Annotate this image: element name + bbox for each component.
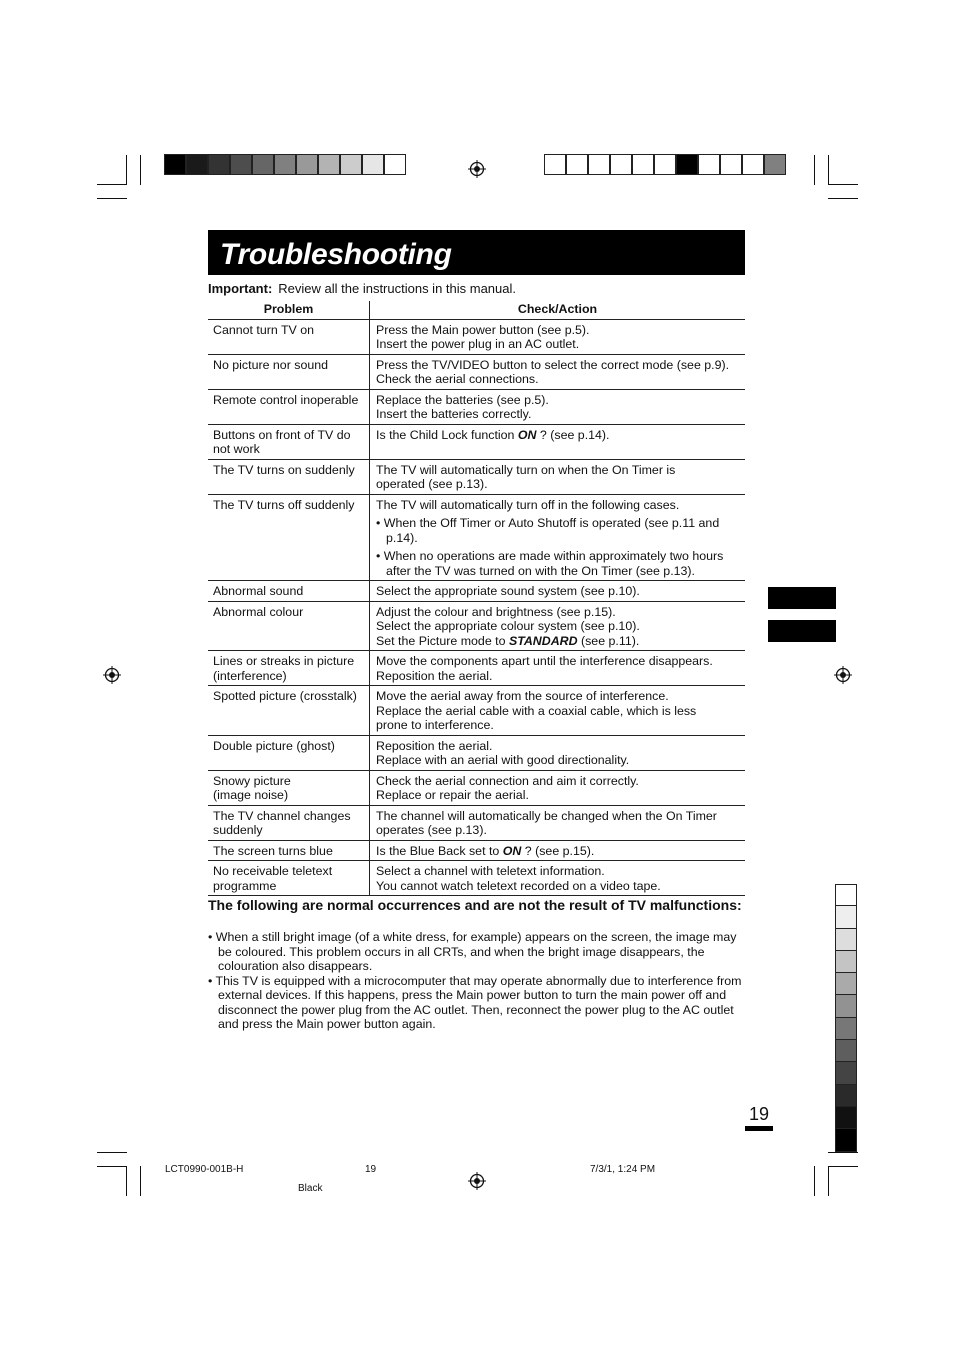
column-header-problem: Problem [208, 301, 370, 319]
color-swatch [186, 154, 208, 175]
table-row [208, 319, 745, 354]
color-swatch [274, 154, 296, 175]
action-text: You cannot watch teletext recorded on a video tape. [376, 878, 661, 893]
table-row [208, 354, 745, 389]
action-text-part: ? (see p.14). [536, 427, 610, 442]
problem-text: Double picture (ghost) [213, 738, 335, 753]
problem-cell [208, 840, 370, 861]
crop-mark [828, 1166, 858, 1167]
table-body [208, 319, 745, 896]
color-swatch [632, 154, 654, 175]
problem-text: Snowy picture [213, 773, 291, 788]
page-title: Troubleshooting [220, 238, 452, 271]
action-text: Select the appropriate sound system (see p.10). [376, 584, 640, 598]
problem-text: programme [213, 878, 277, 893]
table-row [208, 686, 745, 736]
color-bar-left [164, 154, 406, 175]
footer-code: LCT0990-001B-H [165, 1164, 244, 1175]
color-swatch [230, 154, 252, 175]
problem-text: The screen turns blue [213, 843, 333, 858]
action-text: The TV will automatically turn off in the following cases. [376, 497, 680, 512]
problem-text: not work [213, 442, 260, 456]
problem-text: The TV turns on suddenly [213, 462, 355, 477]
table-row [208, 389, 745, 424]
crop-mark [828, 184, 858, 185]
table-row [208, 601, 745, 651]
action-text: Select a channel with teletext information. [376, 864, 605, 878]
color-swatch [566, 154, 588, 175]
gray-swatch [835, 1107, 857, 1129]
action-cell [370, 424, 746, 459]
action-text: prone to interference. [376, 718, 494, 732]
crop-mark [828, 155, 829, 185]
color-swatch [384, 154, 406, 175]
table-row [208, 735, 745, 770]
problem-text: Spotted picture (crosstalk) [213, 689, 357, 703]
column-header-action: Check/Action [370, 301, 746, 319]
crop-mark [126, 1166, 127, 1196]
gray-swatch [835, 995, 857, 1017]
color-swatch [676, 154, 698, 175]
problem-text: Buttons on front of TV do [213, 427, 351, 442]
action-text: Check the aerial connections. [376, 372, 539, 386]
table-row [208, 581, 745, 602]
table-row [208, 424, 745, 459]
problem-cell [208, 389, 370, 424]
problem-cell [208, 459, 370, 494]
crop-mark [97, 1166, 127, 1167]
footer-timestamp: 7/3/1, 1:24 PM [590, 1164, 656, 1175]
table-row [208, 805, 745, 840]
problem-cell [208, 601, 370, 651]
normal-occurrence-item: • This TV is equipped with a microcomputer that may operate abnormally due to interference from external devices. If this happens, press the Main power button to turn the main power off and disconnect the power plug from the AC outlet. Then, reconnect the power plug to the AC outlet and press the Main power button again. [208, 973, 742, 1031]
registration-mark-icon [103, 666, 121, 684]
action-emphasis: STANDARD [508, 633, 578, 648]
problem-text: The TV turns off suddenly [213, 497, 355, 512]
problem-cell [208, 494, 370, 581]
action-emphasis: ON [502, 843, 522, 858]
action-text-part: (see p.11). [577, 633, 640, 648]
action-text [376, 634, 741, 649]
action-text: Move the aerial away from the source of interference. [376, 689, 669, 703]
action-cell [370, 686, 746, 736]
color-swatch [296, 154, 318, 175]
table-header-row [208, 301, 745, 319]
crop-mark [814, 1166, 815, 1196]
color-swatch [544, 154, 566, 175]
color-swatch [742, 154, 764, 175]
problem-text: Lines or streaks in picture [213, 654, 355, 668]
problem-cell [208, 735, 370, 770]
registration-mark-icon [468, 160, 486, 178]
action-text: Press the TV/VIDEO button to select the correct mode (see p.9). [376, 357, 730, 372]
action-text: Replace the batteries (see p.5). [376, 392, 549, 407]
problem-cell [208, 319, 370, 354]
problem-text: The TV channel changes [213, 808, 351, 823]
problem-cell [208, 861, 370, 896]
action-bullet: • When the Off Timer or Auto Shutoff is operated (see p.11 and p.14). [376, 516, 720, 545]
gray-swatch [835, 1129, 857, 1151]
problem-cell [208, 805, 370, 840]
action-text: Replace the aerial cable with a coaxial cable, which is less [376, 703, 697, 718]
color-bar-right [544, 154, 786, 175]
registration-mark-icon [468, 1172, 486, 1190]
gray-swatch [835, 951, 857, 973]
action-cell [370, 840, 746, 861]
action-cell [370, 861, 746, 896]
action-text: Adjust the colour and brightness (see p.15). [376, 604, 616, 619]
action-cell [370, 770, 746, 805]
action-text: Check the aerial connection and aim it correctly. [376, 773, 639, 788]
crop-mark [140, 1166, 141, 1196]
action-emphasis: ON [517, 427, 537, 442]
action-text: Press the Main power button (see p.5). [376, 322, 590, 337]
action-text: operates (see p.13). [376, 823, 487, 837]
language-tab-marker [768, 620, 836, 642]
problem-cell [208, 651, 370, 686]
crop-mark [126, 155, 127, 185]
table-row [208, 840, 745, 861]
action-text: Reposition the aerial. [376, 668, 493, 683]
action-text-part: Set the Picture mode to [376, 633, 509, 648]
gray-swatch [835, 1062, 857, 1084]
problem-cell [208, 581, 370, 602]
color-swatch [588, 154, 610, 175]
color-swatch [654, 154, 676, 175]
color-swatch [720, 154, 742, 175]
problem-text: suddenly [213, 823, 263, 837]
problem-text: Cannot turn TV on [213, 322, 315, 337]
problem-cell [208, 424, 370, 459]
action-cell [370, 601, 746, 651]
action-bullet: • When no operations are made within approximately two hours after the TV was turned on with the On Timer (see p.13). [376, 549, 724, 578]
action-cell [370, 389, 746, 424]
color-swatch [698, 154, 720, 175]
action-text: Replace with an aerial with good directionality. [376, 753, 630, 767]
color-swatch [340, 154, 362, 175]
crop-mark [140, 155, 141, 185]
crop-mark [97, 184, 127, 185]
normal-occurrence-item: • When a still bright image (of a white dress, for example) appears on the screen, the image may be coloured. This problem occurs in all CRTs, and when the bright image disappears, the colouration also disappears. [208, 930, 737, 973]
color-swatch [164, 154, 186, 175]
footer-page: 19 [365, 1164, 377, 1175]
action-cell [370, 805, 746, 840]
action-cell [370, 459, 746, 494]
color-swatch [318, 154, 340, 175]
action-text-part: Is the Blue Back set to [376, 843, 503, 858]
problem-cell [208, 686, 370, 736]
title-band [208, 230, 745, 275]
registration-mark-icon [834, 666, 852, 684]
table-row [208, 459, 745, 494]
normal-occurrences-heading: The following are normal occurrences and are not the result of TV malfunctions: [208, 897, 742, 913]
color-swatch [610, 154, 632, 175]
problem-text: No picture nor sound [213, 357, 329, 372]
crop-mark [814, 155, 815, 185]
action-text: Insert the batteries correctly. [376, 407, 532, 421]
action-text: The TV will automatically turn on when the On Timer is [376, 462, 676, 477]
gray-swatch [835, 1040, 857, 1062]
important-note [208, 281, 516, 296]
action-text [376, 844, 741, 859]
action-text: Select the appropriate colour system (see p.10). [376, 619, 640, 633]
important-label: Important: [208, 281, 273, 296]
language-tab-marker [768, 587, 836, 609]
action-text: Replace or repair the aerial. [376, 788, 529, 802]
table-row [208, 651, 745, 686]
action-text: Reposition the aerial. [376, 738, 493, 753]
action-cell [370, 319, 746, 354]
problem-cell [208, 770, 370, 805]
footer-plate: Black [298, 1183, 323, 1194]
gray-swatch [835, 929, 857, 951]
action-cell [370, 735, 746, 770]
gray-swatch [835, 1018, 857, 1040]
gray-swatch [835, 973, 857, 995]
action-text: operated (see p.13). [376, 477, 488, 491]
troubleshooting-table [208, 301, 745, 896]
crop-mark [828, 1166, 829, 1196]
gray-swatch [835, 884, 857, 906]
action-text: The channel will automatically be changed when the On Timer [376, 808, 717, 823]
problem-text: No receivable teletext [213, 864, 333, 878]
problem-text: Abnormal sound [213, 584, 304, 598]
color-swatch [764, 154, 786, 175]
gray-swatch [835, 1085, 857, 1107]
action-cell [370, 354, 746, 389]
problem-text: (image noise) [213, 788, 289, 802]
gray-scale-strip [835, 884, 857, 1152]
important-text: Review all the instructions in this manual. [278, 281, 517, 296]
crop-mark [97, 1152, 127, 1153]
action-text: Move the components apart until the interference disappears. [376, 654, 713, 668]
crop-mark [828, 198, 858, 199]
action-text: Insert the power plug in an AC outlet. [376, 337, 580, 351]
page-number: 19 [748, 1104, 770, 1124]
crop-mark [97, 198, 127, 199]
action-cell [370, 581, 746, 602]
color-swatch [252, 154, 274, 175]
action-cell [370, 494, 746, 581]
action-text [376, 428, 741, 443]
problem-text: Abnormal colour [213, 604, 304, 619]
problem-cell [208, 354, 370, 389]
table-row [208, 770, 745, 805]
action-text-part: ? (see p.15). [521, 843, 595, 858]
action-text-part: Is the Child Lock function [376, 427, 518, 442]
page-number-bar [745, 1126, 773, 1131]
action-cell [370, 651, 746, 686]
gray-swatch [835, 906, 857, 928]
crop-mark [828, 1152, 858, 1153]
normal-occurrences-list [208, 930, 745, 1032]
color-swatch [362, 154, 384, 175]
table-row [208, 494, 745, 581]
color-swatch [208, 154, 230, 175]
table-row [208, 861, 745, 896]
problem-text: (interference) [213, 668, 287, 683]
problem-text: Remote control inoperable [213, 392, 359, 407]
